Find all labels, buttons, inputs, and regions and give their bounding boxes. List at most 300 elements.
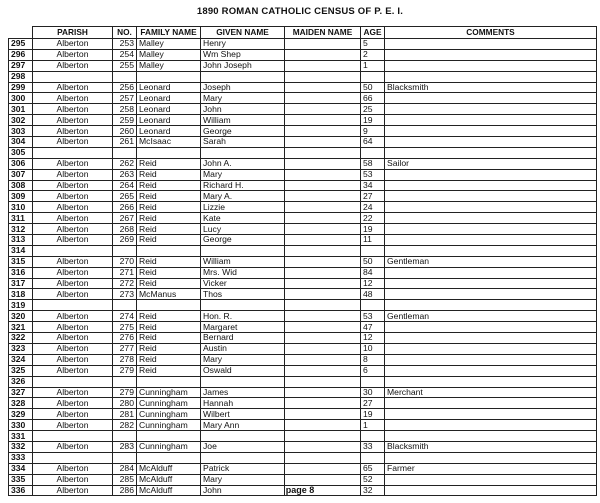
age-cell: 22 xyxy=(361,213,385,224)
family-name-cell: Leonard xyxy=(137,93,201,104)
comments-cell: Merchant xyxy=(385,387,597,398)
maiden-name-cell xyxy=(285,235,361,246)
given-name-cell: Mary xyxy=(201,169,285,180)
family-name-cell xyxy=(137,245,201,256)
given-name-cell: Wm Shep xyxy=(201,49,285,60)
maiden-name-cell xyxy=(285,115,361,126)
parish-cell: Alberton xyxy=(33,463,113,474)
parish-cell: Alberton xyxy=(33,224,113,235)
census-table-body xyxy=(9,39,597,496)
number-cell: 277 xyxy=(113,343,137,354)
number-cell: 260 xyxy=(113,126,137,137)
given-name-cell: Sarah xyxy=(201,137,285,148)
table-row xyxy=(9,387,597,398)
row-number-cell: 319 xyxy=(9,300,33,311)
row-number-cell: 311 xyxy=(9,213,33,224)
given-name-cell xyxy=(201,452,285,463)
row-number-cell: 295 xyxy=(9,39,33,50)
census-table xyxy=(8,26,597,496)
number-cell: 256 xyxy=(113,82,137,93)
family-name-cell: Leonard xyxy=(137,126,201,137)
maiden-name-cell xyxy=(285,376,361,387)
family-name-cell: Reid xyxy=(137,322,201,333)
comments-cell xyxy=(385,376,597,387)
table-row xyxy=(9,71,597,82)
family-name-cell: Reid xyxy=(137,224,201,235)
parish-cell: Alberton xyxy=(33,104,113,115)
age-cell: 2 xyxy=(361,49,385,60)
parish-cell xyxy=(33,300,113,311)
given-name-cell: Thos xyxy=(201,289,285,300)
age-cell: 19 xyxy=(361,409,385,420)
number-cell xyxy=(113,376,137,387)
age-cell: 27 xyxy=(361,398,385,409)
maiden-name-cell xyxy=(285,126,361,137)
parish-cell: Alberton xyxy=(33,267,113,278)
family-name-cell: Reid xyxy=(137,169,201,180)
table-row xyxy=(9,245,597,256)
number-cell xyxy=(113,71,137,82)
age-cell: 66 xyxy=(361,93,385,104)
age-cell: 52 xyxy=(361,474,385,485)
comments-cell xyxy=(385,278,597,289)
comments-cell: Blacksmith xyxy=(385,82,597,93)
row-number-cell: 324 xyxy=(9,354,33,365)
number-cell: 284 xyxy=(113,463,137,474)
maiden-name-cell xyxy=(285,354,361,365)
maiden-name-cell xyxy=(285,39,361,50)
number-cell: 281 xyxy=(113,409,137,420)
comments-cell xyxy=(385,39,597,50)
comments-cell xyxy=(385,202,597,213)
comments-cell xyxy=(385,431,597,442)
number-cell: 257 xyxy=(113,93,137,104)
age-cell: 30 xyxy=(361,387,385,398)
row-number-cell: 335 xyxy=(9,474,33,485)
parish-cell: Alberton xyxy=(33,409,113,420)
table-row xyxy=(9,463,597,474)
age-cell: 5 xyxy=(361,39,385,50)
given-name-cell: John xyxy=(201,104,285,115)
comments-cell xyxy=(385,49,597,60)
number-cell: 255 xyxy=(113,60,137,71)
row-number-cell: 308 xyxy=(9,180,33,191)
given-name-cell: Margaret xyxy=(201,322,285,333)
age-cell: 64 xyxy=(361,137,385,148)
table-row xyxy=(9,202,597,213)
row-number-cell: 301 xyxy=(9,104,33,115)
given-name-cell: Mrs. Wid xyxy=(201,267,285,278)
row-number-cell: 304 xyxy=(9,137,33,148)
given-name-cell: Joe xyxy=(201,441,285,452)
maiden-name-cell xyxy=(285,104,361,115)
family-name-cell: Reid xyxy=(137,180,201,191)
column-header-family-name: FAMILY NAME xyxy=(137,27,201,39)
maiden-name-cell xyxy=(285,49,361,60)
row-number-cell: 314 xyxy=(9,245,33,256)
maiden-name-cell xyxy=(285,387,361,398)
row-number-cell: 298 xyxy=(9,71,33,82)
row-number-cell: 334 xyxy=(9,463,33,474)
page-title: 1890 ROMAN CATHOLIC CENSUS OF P. E. I. xyxy=(196,6,404,17)
parish-cell: Alberton xyxy=(33,82,113,93)
maiden-name-cell xyxy=(285,137,361,148)
age-cell: 53 xyxy=(361,169,385,180)
table-row xyxy=(9,278,597,289)
comments-cell xyxy=(385,60,597,71)
table-row xyxy=(9,398,597,409)
maiden-name-cell xyxy=(285,60,361,71)
comments-cell: Gentleman xyxy=(385,311,597,322)
maiden-name-cell xyxy=(285,180,361,191)
given-name-cell: Kate xyxy=(201,213,285,224)
table-row xyxy=(9,409,597,420)
given-name-cell xyxy=(201,147,285,158)
table-row xyxy=(9,267,597,278)
maiden-name-cell xyxy=(285,169,361,180)
age-cell: 12 xyxy=(361,333,385,344)
comments-cell xyxy=(385,245,597,256)
number-cell: 259 xyxy=(113,115,137,126)
comments-cell xyxy=(385,224,597,235)
given-name-cell: Oswald xyxy=(201,365,285,376)
family-name-cell: Malley xyxy=(137,60,201,71)
table-row xyxy=(9,300,597,311)
parish-cell: Alberton xyxy=(33,354,113,365)
given-name-cell: Richard H. xyxy=(201,180,285,191)
parish-cell xyxy=(33,452,113,463)
parish-cell: Alberton xyxy=(33,49,113,60)
number-cell: 282 xyxy=(113,420,137,431)
age-cell: 24 xyxy=(361,202,385,213)
parish-cell: Alberton xyxy=(33,485,113,496)
number-cell: 283 xyxy=(113,441,137,452)
table-row xyxy=(9,376,597,387)
table-row xyxy=(9,441,597,452)
family-name-cell: Reid xyxy=(137,333,201,344)
maiden-name-cell xyxy=(285,333,361,344)
row-number-cell: 336 xyxy=(9,485,33,496)
family-name-cell: Reid xyxy=(137,354,201,365)
family-name-cell: Reid xyxy=(137,365,201,376)
row-number-cell: 330 xyxy=(9,420,33,431)
row-number-cell: 300 xyxy=(9,93,33,104)
comments-cell xyxy=(385,93,597,104)
parish-cell: Alberton xyxy=(33,387,113,398)
family-name-cell: Reid xyxy=(137,267,201,278)
row-number-cell: 310 xyxy=(9,202,33,213)
parish-cell: Alberton xyxy=(33,441,113,452)
age-cell: 27 xyxy=(361,191,385,202)
column-header-comments: COMMENTS xyxy=(385,27,597,39)
row-number-cell: 313 xyxy=(9,235,33,246)
maiden-name-cell xyxy=(285,322,361,333)
age-cell: 65 xyxy=(361,463,385,474)
parish-cell xyxy=(33,147,113,158)
number-cell: 263 xyxy=(113,169,137,180)
column-header-no: NO. xyxy=(113,27,137,39)
maiden-name-cell xyxy=(285,474,361,485)
comments-cell xyxy=(385,354,597,365)
comments-cell xyxy=(385,474,597,485)
row-number-cell: 315 xyxy=(9,256,33,267)
table-row xyxy=(9,431,597,442)
number-cell xyxy=(113,300,137,311)
family-name-cell: Cunningham xyxy=(137,387,201,398)
age-cell: 34 xyxy=(361,180,385,191)
given-name-cell: Austin xyxy=(201,343,285,354)
table-row xyxy=(9,256,597,267)
family-name-cell xyxy=(137,452,201,463)
age-cell: 32 xyxy=(361,485,385,496)
row-number-cell: 317 xyxy=(9,278,33,289)
family-name-cell: Cunningham xyxy=(137,409,201,420)
parish-cell: Alberton xyxy=(33,93,113,104)
comments-cell xyxy=(385,147,597,158)
table-row xyxy=(9,191,597,202)
parish-cell: Alberton xyxy=(33,474,113,485)
age-cell xyxy=(361,376,385,387)
number-cell: 278 xyxy=(113,354,137,365)
parish-cell: Alberton xyxy=(33,39,113,50)
table-row xyxy=(9,365,597,376)
comments-cell: Sailor xyxy=(385,158,597,169)
given-name-cell xyxy=(201,376,285,387)
table-row xyxy=(9,474,597,485)
table-row xyxy=(9,333,597,344)
parish-cell: Alberton xyxy=(33,202,113,213)
family-name-cell: Malley xyxy=(137,49,201,60)
row-number-cell: 331 xyxy=(9,431,33,442)
row-number-cell: 328 xyxy=(9,398,33,409)
maiden-name-cell xyxy=(285,202,361,213)
family-name-cell: Leonard xyxy=(137,82,201,93)
table-row xyxy=(9,115,597,126)
family-name-cell xyxy=(137,147,201,158)
table-row xyxy=(9,289,597,300)
row-number-cell: 321 xyxy=(9,322,33,333)
comments-cell xyxy=(385,191,597,202)
given-name-cell: William xyxy=(201,115,285,126)
number-cell: 274 xyxy=(113,311,137,322)
given-name-cell: Hon. R. xyxy=(201,311,285,322)
family-name-cell: McManus xyxy=(137,289,201,300)
row-number-cell: 323 xyxy=(9,343,33,354)
number-cell: 267 xyxy=(113,213,137,224)
number-cell xyxy=(113,452,137,463)
age-cell: 50 xyxy=(361,256,385,267)
given-name-cell: George xyxy=(201,235,285,246)
parish-cell: Alberton xyxy=(33,126,113,137)
parish-cell: Alberton xyxy=(33,137,113,148)
table-row xyxy=(9,322,597,333)
given-name-cell: Mary xyxy=(201,93,285,104)
maiden-name-cell xyxy=(285,82,361,93)
age-cell xyxy=(361,452,385,463)
age-cell: 19 xyxy=(361,224,385,235)
parish-cell: Alberton xyxy=(33,235,113,246)
row-number-cell: 327 xyxy=(9,387,33,398)
comments-cell xyxy=(385,267,597,278)
parish-cell: Alberton xyxy=(33,289,113,300)
family-name-cell: Leonard xyxy=(137,115,201,126)
table-row xyxy=(9,126,597,137)
page-number: page 8 xyxy=(285,485,315,495)
maiden-name-cell xyxy=(285,147,361,158)
table-row xyxy=(9,39,597,50)
table-row xyxy=(9,420,597,431)
given-name-cell: John xyxy=(201,485,285,496)
number-cell: 266 xyxy=(113,202,137,213)
number-cell: 276 xyxy=(113,333,137,344)
number-cell xyxy=(113,147,137,158)
column-header-parish: PARISH xyxy=(33,27,113,39)
comments-cell xyxy=(385,365,597,376)
row-number-cell: 320 xyxy=(9,311,33,322)
family-name-cell xyxy=(137,300,201,311)
given-name-cell: Henry xyxy=(201,39,285,50)
age-cell: 8 xyxy=(361,354,385,365)
parish-cell: Alberton xyxy=(33,180,113,191)
column-header-age: AGE xyxy=(361,27,385,39)
given-name-cell: John A. xyxy=(201,158,285,169)
age-cell xyxy=(361,71,385,82)
comments-cell xyxy=(385,180,597,191)
given-name-cell: William xyxy=(201,256,285,267)
number-cell: 273 xyxy=(113,289,137,300)
parish-cell: Alberton xyxy=(33,333,113,344)
table-row xyxy=(9,169,597,180)
number-cell xyxy=(113,431,137,442)
number-cell: 254 xyxy=(113,49,137,60)
comments-cell xyxy=(385,104,597,115)
age-cell: 84 xyxy=(361,267,385,278)
number-cell xyxy=(113,245,137,256)
parish-cell: Alberton xyxy=(33,191,113,202)
maiden-name-cell xyxy=(285,158,361,169)
comments-cell xyxy=(385,322,597,333)
given-name-cell: Lucy xyxy=(201,224,285,235)
number-cell: 271 xyxy=(113,267,137,278)
given-name-cell: Hannah xyxy=(201,398,285,409)
table-row xyxy=(9,137,597,148)
comments-cell: Blacksmith xyxy=(385,441,597,452)
given-name-cell: Mary xyxy=(201,474,285,485)
age-cell: 48 xyxy=(361,289,385,300)
age-cell: 9 xyxy=(361,126,385,137)
given-name-cell xyxy=(201,300,285,311)
given-name-cell xyxy=(201,71,285,82)
comments-cell xyxy=(385,420,597,431)
comments-cell xyxy=(385,235,597,246)
maiden-name-cell xyxy=(285,420,361,431)
parish-cell: Alberton xyxy=(33,213,113,224)
age-cell xyxy=(361,245,385,256)
age-cell: 12 xyxy=(361,278,385,289)
given-name-cell: George xyxy=(201,126,285,137)
age-cell xyxy=(361,147,385,158)
maiden-name-cell xyxy=(285,300,361,311)
comments-cell xyxy=(385,343,597,354)
family-name-cell: Leonard xyxy=(137,104,201,115)
number-cell: 280 xyxy=(113,398,137,409)
family-name-cell: Reid xyxy=(137,256,201,267)
family-name-cell: Reid xyxy=(137,202,201,213)
comments-cell xyxy=(385,409,597,420)
number-cell: 253 xyxy=(113,39,137,50)
age-cell: 50 xyxy=(361,82,385,93)
age-cell: 19 xyxy=(361,115,385,126)
maiden-name-cell xyxy=(285,278,361,289)
maiden-name-cell xyxy=(285,463,361,474)
comments-cell xyxy=(385,115,597,126)
comments-cell xyxy=(385,169,597,180)
parish-cell: Alberton xyxy=(33,278,113,289)
given-name-cell: Patrick xyxy=(201,463,285,474)
age-cell: 6 xyxy=(361,365,385,376)
row-number-cell: 305 xyxy=(9,147,33,158)
family-name-cell: McAlduff xyxy=(137,463,201,474)
table-row xyxy=(9,93,597,104)
family-name-cell: Cunningham xyxy=(137,441,201,452)
family-name-cell: Cunningham xyxy=(137,420,201,431)
row-number-cell: 316 xyxy=(9,267,33,278)
number-cell: 279 xyxy=(113,387,137,398)
comments-cell xyxy=(385,71,597,82)
maiden-name-cell xyxy=(285,441,361,452)
table-row xyxy=(9,180,597,191)
table-row xyxy=(9,147,597,158)
table-row xyxy=(9,354,597,365)
given-name-cell xyxy=(201,245,285,256)
parish-cell: Alberton xyxy=(33,343,113,354)
table-row xyxy=(9,343,597,354)
maiden-name-cell xyxy=(285,224,361,235)
age-cell: 1 xyxy=(361,420,385,431)
parish-cell xyxy=(33,376,113,387)
parish-cell: Alberton xyxy=(33,365,113,376)
age-cell xyxy=(361,300,385,311)
given-name-cell: Lizzie xyxy=(201,202,285,213)
maiden-name-cell xyxy=(285,245,361,256)
family-name-cell: Reid xyxy=(137,278,201,289)
table-row xyxy=(9,224,597,235)
row-number-cell: 299 xyxy=(9,82,33,93)
given-name-cell: Mary A. xyxy=(201,191,285,202)
table-row xyxy=(9,49,597,60)
given-name-cell: Joseph xyxy=(201,82,285,93)
maiden-name-cell xyxy=(285,398,361,409)
given-name-cell: Mary Ann xyxy=(201,420,285,431)
family-name-cell: Reid xyxy=(137,158,201,169)
row-number-cell: 296 xyxy=(9,49,33,60)
comments-cell xyxy=(385,126,597,137)
age-cell: 25 xyxy=(361,104,385,115)
maiden-name-cell xyxy=(285,256,361,267)
column-header-maiden-name: MAIDEN NAME xyxy=(285,27,361,39)
family-name-cell: Reid xyxy=(137,191,201,202)
comments-cell xyxy=(385,300,597,311)
comments-cell: Gentleman xyxy=(385,256,597,267)
parish-cell: Alberton xyxy=(33,322,113,333)
age-cell: 1 xyxy=(361,60,385,71)
parish-cell: Alberton xyxy=(33,60,113,71)
age-cell: 53 xyxy=(361,311,385,322)
parish-cell: Alberton xyxy=(33,256,113,267)
parish-cell xyxy=(33,71,113,82)
row-number-cell: 332 xyxy=(9,441,33,452)
comments-cell xyxy=(385,452,597,463)
